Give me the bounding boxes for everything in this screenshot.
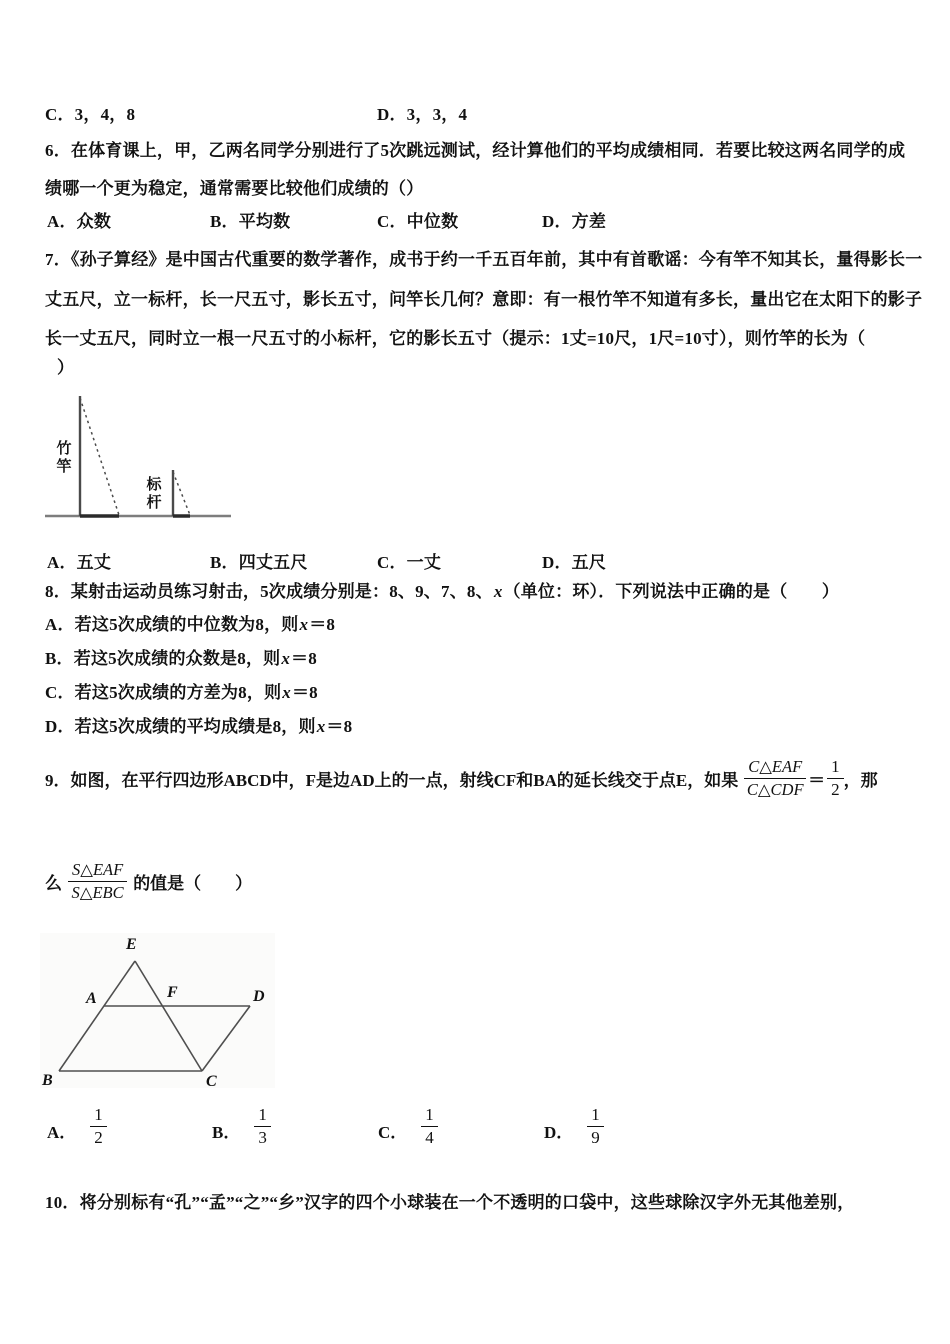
parallelogram-figure: [40, 933, 275, 1088]
vertex-label-F: F: [167, 984, 178, 1001]
q9-equals-sign: ＝: [808, 770, 826, 790]
vertex-label-E: E: [126, 936, 137, 953]
pole-shadow-figure: [45, 390, 235, 520]
q9-line2-pre: 么: [45, 873, 62, 893]
q9-option-a-fraction: $\frac{1}{2}$: [90, 1106, 107, 1147]
rod-shadow-ray: [173, 472, 190, 515]
q9-stem-post: ，那: [843, 770, 878, 790]
q8-stem-pre: 8．某射击运动员练习射击，5次成绩分别是：8、9、7、8、: [45, 582, 493, 601]
q8-stem-post: （单位：环）．下列说法中正确的是（ ）: [503, 582, 840, 601]
q7-stem-close-paren: ）: [57, 358, 75, 377]
pole-shadow-diagram: [45, 390, 235, 520]
q6-option-c: C．中位数: [377, 212, 459, 231]
q5-option-c: C．3，4，8: [45, 105, 136, 124]
segment-EC: [135, 961, 202, 1071]
q9-area-ratio-fraction: $\frac{\text{S△EAF}}{\text{S△EBC}}$: [68, 861, 127, 901]
q9-option-a: A． $\frac{1}{2}$: [47, 1106, 107, 1147]
q8-stem-variable: x: [493, 582, 503, 601]
q7-option-a: A．五丈: [47, 553, 112, 572]
q9-stem-line-2: [45, 852, 252, 910]
q7-option-c: C．一丈: [377, 553, 442, 572]
q9-one-half-fraction: $\frac{1}{2}$: [827, 758, 844, 799]
q8-option-b: B．若这5次成绩的众数是8，则x＝8: [45, 649, 317, 668]
q9-option-c: C． $\frac{1}{4}$: [378, 1106, 438, 1147]
q7-option-d: D．五尺: [542, 553, 607, 572]
q6-option-b: B．平均数: [210, 212, 291, 231]
q8-option-a: A．若这5次成绩的中位数为8，则x＝8: [45, 615, 336, 634]
q9-option-b-fraction: $\frac{1}{3}$: [254, 1106, 271, 1147]
vertex-label-D: D: [253, 988, 265, 1005]
q9-line2-post: 的值是（ ）: [133, 873, 253, 893]
q5-option-d: D．3，3，4: [377, 105, 468, 124]
q9-option-d-fraction: $\frac{1}{9}$: [587, 1106, 604, 1147]
q7-option-b: B．四丈五尺: [210, 553, 308, 572]
q7-stem-line-3: 长一丈五尺，同时立一根一尺五寸的小标杆，它的影长五寸（提示：1丈=10尺，1尺=10寸），则竹竿的长为（: [45, 329, 866, 348]
q9-stem-pre: 9．如图，在平行四边形ABCD中，F是边AD上的一点，射线CF和BA的延长线交于点E，如果: [45, 770, 739, 790]
q8-stem: [45, 580, 839, 603]
q6-option-a: A．众数: [47, 212, 112, 231]
vertex-label-B: B: [42, 1072, 53, 1089]
q9-perimeter-ratio-fraction: $\frac{\text{C△EAF}}{\text{C△CDF}}$: [744, 758, 806, 798]
vertex-label-C: C: [206, 1073, 217, 1090]
q9-option-b: B． $\frac{1}{3}$: [212, 1106, 271, 1147]
q8-option-d: D．若这5次成绩的平均成绩是8，则x＝8: [45, 717, 353, 736]
segment-DC: [202, 1006, 250, 1071]
marker-rod-label: 标杆: [144, 476, 161, 512]
q6-stem-line-1: 6．在体育课上，甲，乙两名同学分别进行了5次跳远测试，经计算他们的平均成绩相同．若要比较这两名同学的成: [45, 141, 906, 160]
parallelogram-diagram: [40, 933, 275, 1088]
q9-option-d: D． $\frac{1}{9}$: [544, 1106, 604, 1147]
bamboo-pole-label: 竹竿: [54, 440, 71, 476]
q7-stem-line-1: 7．《孙子算经》是中国古代重要的数学著作，成书于约一千五百年前，其中有首歌谣：今有竿不知其长，量得影长一: [45, 250, 923, 269]
vertex-label-A: A: [86, 990, 97, 1007]
q6-stem-line-2: 绩哪一个更为稳定，通常需要比较他们成绩的（）: [45, 179, 424, 198]
q9-stem-line-1: [45, 748, 878, 808]
q9-option-c-fraction: $\frac{1}{4}$: [421, 1106, 438, 1147]
q6-option-d: D．方差: [542, 212, 607, 231]
segment-BE: [59, 961, 135, 1071]
q8-option-c: C．若这5次成绩的方差为8，则x＝8: [45, 683, 318, 702]
q7-stem-line-2: 丈五尺，立一标杆，长一尺五寸，影长五寸，问竿长几何？意即：有一根竹竿不知道有多长，量出它在太阳下的影子: [45, 290, 923, 309]
bamboo-shadow-ray: [80, 398, 119, 515]
q10-stem-line-1: 10．将分别标有“孔”“孟”“之”“乡”汉字的四个小球装在一个不透明的口袋中，这些球除汉字外无其他差别，: [45, 1193, 855, 1212]
